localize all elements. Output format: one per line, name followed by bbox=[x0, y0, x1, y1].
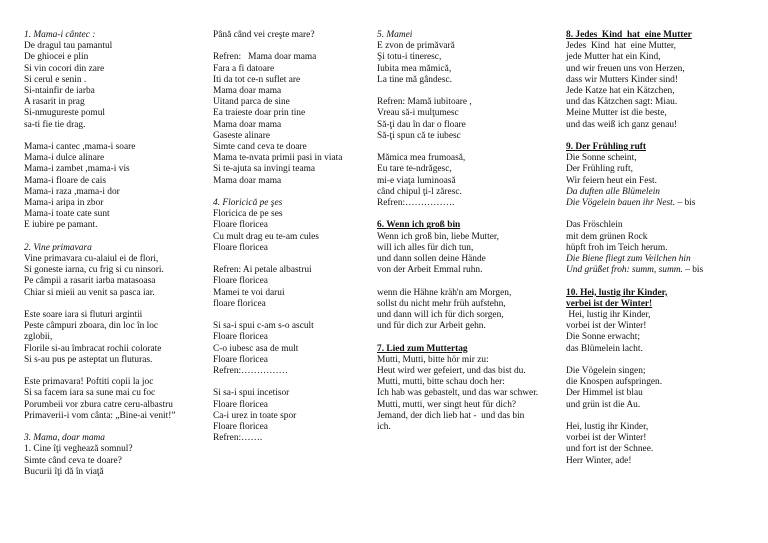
verse-line: Mutti, mutti, bitte schau doch her: bbox=[377, 377, 505, 388]
verse-line: Floare floricea bbox=[213, 332, 268, 343]
verse-line: Mama doar mama bbox=[213, 175, 282, 186]
italic-text: Da duften alle Blümelein bbox=[566, 186, 660, 197]
song-title: 6. Wenn ich groß bin bbox=[377, 220, 461, 231]
verse-line: Refren: Mama doar mama bbox=[213, 52, 317, 63]
text-block bbox=[377, 97, 557, 142]
verse-line: und wir freuen uns von Herzen, bbox=[566, 63, 685, 74]
verse-line: Floare floricea bbox=[213, 276, 268, 287]
column-2 bbox=[213, 30, 363, 456]
text-block bbox=[24, 377, 204, 422]
verse-line: vorbei ist der Winter! bbox=[566, 433, 647, 444]
repeat-marker: – bis bbox=[682, 265, 704, 276]
italic-text: Und grüßet froh: summ, summ. bbox=[566, 265, 683, 276]
verse-line: E iubire pe pamant. bbox=[24, 220, 98, 231]
verse-line: Cu mult drag eu te-am cules bbox=[213, 231, 319, 242]
verse-line: Primaverii-i vom cânta: „Bine-ai venit!” bbox=[24, 410, 176, 421]
verse-line: Simte cand ceva te doare bbox=[213, 142, 307, 153]
verse-line: Jede Katze hat ein Kätzchen, bbox=[566, 86, 675, 97]
verse-line: Chiar si mieii au venit sa pasca iar. bbox=[24, 287, 155, 298]
verse-line: când chipul ţi-l zăresc. bbox=[377, 186, 462, 197]
verse-line: Floare floricea bbox=[213, 422, 268, 433]
verse-line: Să-ţi dau în dar o floare bbox=[377, 119, 466, 130]
text-block bbox=[377, 220, 557, 276]
verse-line: Floare floricea bbox=[213, 354, 268, 365]
verse-line: floare floricea bbox=[213, 298, 266, 309]
verse-line: De ghiocei e plin bbox=[24, 52, 89, 63]
verse-line: Bucurii îţi dă în viaţă bbox=[24, 466, 104, 477]
verse-line: E zvon de primăvară bbox=[377, 41, 455, 52]
verse-line: Mama doar mama bbox=[213, 86, 282, 96]
verse-line: Meine Mutter ist die beste, bbox=[566, 108, 667, 119]
verse-line: ich. bbox=[377, 422, 391, 433]
verse-line: Refren:……. bbox=[213, 433, 263, 444]
verse-line: Refren: Mamă iubitoare , bbox=[377, 97, 472, 108]
verse-line-italic bbox=[566, 198, 756, 209]
verse-line: und grün ist die Au. bbox=[566, 399, 641, 410]
verse-line: Mama-i raza ,mama-i dor bbox=[24, 186, 120, 197]
text-block bbox=[377, 153, 557, 209]
verse-line: sollst du nicht mehr früh aufstehn, bbox=[377, 298, 506, 309]
verse-line: De dragul tau pamantul bbox=[24, 41, 113, 52]
verse-line: Mama-i floare de cais bbox=[24, 175, 106, 186]
verse-line: Si cerul e senin . bbox=[24, 74, 87, 85]
verse-line: La tine mă gândesc. bbox=[377, 74, 452, 85]
text-block bbox=[24, 30, 204, 131]
verse-line: Să-ţi spun că te iubesc bbox=[377, 130, 461, 141]
verse-line: mit dem grünen Rock bbox=[566, 231, 648, 242]
verse-line: Gaseste alinare bbox=[213, 130, 271, 141]
verse-line: und dann will ich für dich sorgen, bbox=[377, 310, 504, 321]
verse-line: Refren:……………. bbox=[377, 198, 455, 209]
text-block bbox=[377, 30, 557, 86]
verse-line: Wir feiern heut ein Fest. bbox=[566, 175, 657, 186]
verse-line: Peste câmpuri zboara, din loc în loc bbox=[24, 321, 159, 332]
text-block bbox=[213, 198, 363, 254]
verse-line: A rasarit in prag bbox=[24, 97, 85, 108]
verse-line: und dann sollen deine Hände bbox=[377, 254, 486, 265]
verse-line: und das Kätzchen sagt: Miau. bbox=[566, 97, 678, 108]
verse-line: Refren:…………… bbox=[213, 366, 288, 377]
verse-line: Wenn ich groß bin, liebe Mutter, bbox=[377, 231, 500, 242]
column-3 bbox=[377, 30, 557, 444]
verse-line-italic bbox=[566, 265, 756, 276]
verse-line: Floare floricea bbox=[213, 220, 268, 231]
verse-line: Vine primavara cu-alaiul ei de flori, bbox=[24, 254, 159, 265]
verse-line: Si goneste iarna, cu frig si cu ninsori. bbox=[24, 265, 164, 276]
verse-line: und das weiß ich ganz genau! bbox=[566, 119, 678, 130]
verse-line: Si vin cocori din zare bbox=[24, 63, 105, 74]
text-block bbox=[566, 288, 756, 355]
verse-line-italic bbox=[566, 254, 756, 265]
column-1 bbox=[24, 30, 204, 489]
verse-line: Refren: Ai petale albastrui bbox=[213, 265, 312, 276]
verse-line: Si sa facem iara sa sune mai cu foc bbox=[24, 388, 156, 399]
verse-line: Hei, lustig ihr Kinder, bbox=[566, 310, 651, 321]
verse-line: Jemand, der dich lieb hat - und das bin bbox=[377, 410, 525, 421]
verse-line: dass wir Mutters Kinder sind! bbox=[566, 74, 678, 85]
text-block bbox=[213, 52, 363, 186]
verse-line: Die Vögelein singen; bbox=[566, 366, 646, 377]
column-4 bbox=[566, 30, 756, 478]
song-title: 2. Vine primavara bbox=[24, 242, 92, 253]
song-title: 10. Hei, lustig ihr Kinder, bbox=[566, 287, 668, 298]
verse-line: Mamei te voi darui bbox=[213, 287, 285, 298]
verse-line: Fara a fi datoare bbox=[213, 63, 275, 74]
song-title-line-2: verbei ist der Winter! bbox=[566, 298, 653, 309]
verse-line: Die Sonne scheint, bbox=[566, 153, 637, 164]
song-title: 8. Jedes Kind hat eine Mutter bbox=[566, 30, 692, 40]
verse-line: Si sa-i spui incetisor bbox=[213, 388, 290, 399]
verse-line: Eu tare te-ndrăgesc, bbox=[377, 164, 452, 175]
italic-text: Die Vögelein bauen ihr Nest. bbox=[566, 198, 676, 209]
verse-line: Iubita mea mămică, bbox=[377, 63, 452, 74]
verse-line: Mutti, mutti, wer singt heut für dich? bbox=[377, 399, 517, 410]
text-block bbox=[24, 433, 204, 478]
text-block bbox=[566, 30, 756, 131]
text-block bbox=[24, 142, 204, 232]
verse-line: Mama te-nvata primii pasi in viata bbox=[213, 153, 343, 164]
verse-line: Florile si-au îmbracat rochii colorate bbox=[24, 343, 162, 354]
repeat-marker: – bis bbox=[675, 198, 696, 209]
verse-line: 1. Cine îţi veghează somnul? bbox=[24, 444, 133, 455]
verse-line: Mama doar mama bbox=[213, 119, 282, 130]
verse-line: Der Himmel ist blau bbox=[566, 388, 643, 399]
verse-line: Floricica de pe ses bbox=[213, 209, 283, 220]
verse-line: Este soare iara si fluturi argintii bbox=[24, 310, 143, 321]
verse-line: Ich hab was gebastelt, und das war schwer. bbox=[377, 388, 539, 399]
verse-line: Hei, lustig ihr Kinder, bbox=[566, 422, 649, 433]
song-title: 5. Mamei bbox=[377, 30, 413, 40]
verse-line: Mama-i dulce alinare bbox=[24, 153, 105, 164]
verse-line-italic bbox=[566, 187, 756, 198]
verse-line: zglobii, bbox=[24, 332, 53, 343]
verse-line: Mama-i cantec ,mama-i soare bbox=[24, 142, 136, 153]
verse-line: Die Sonne erwacht; bbox=[566, 332, 640, 343]
verse-line: Porumbeii vor zbura catre ceru-albastru bbox=[24, 399, 173, 410]
verse-line: Până când vei creşte mare? bbox=[213, 30, 315, 40]
italic-text: Die Biene fliegt zum Veilchen hin bbox=[566, 254, 691, 265]
song-title: 4. Floricică pe şes bbox=[213, 198, 283, 209]
verse-line: mi-e viaţa luminoasă bbox=[377, 175, 456, 186]
verse-line: Si-ntainfir de iarba bbox=[24, 86, 95, 97]
text-block bbox=[566, 422, 756, 467]
verse-line: Si te-ajuta sa invingi teama bbox=[213, 164, 316, 175]
verse-line: hüpft froh im Teich herum. bbox=[566, 242, 668, 253]
verse-line: Jedes Kind hat eine Mutter, bbox=[566, 41, 677, 52]
text-block bbox=[213, 30, 363, 41]
text-block bbox=[566, 142, 756, 209]
text-block bbox=[24, 243, 204, 299]
verse-line: Mutti, Mutti, bitte hör mir zu: bbox=[377, 354, 489, 365]
text-block bbox=[377, 344, 557, 434]
verse-line: Si-nmugureste pomul bbox=[24, 108, 105, 119]
verse-line: Floare floricea bbox=[213, 399, 268, 410]
verse-line: das Blümelein lacht. bbox=[566, 343, 643, 354]
verse-line: von der Arbeit Emmal ruhn. bbox=[377, 265, 483, 276]
text-block bbox=[24, 310, 204, 366]
text-block bbox=[566, 220, 756, 276]
verse-line: vorbei ist der Winter! bbox=[566, 321, 647, 332]
verse-line: Iti da tot ce-n suflet are bbox=[213, 74, 301, 85]
verse-line: C-o iubesc asa de mult bbox=[213, 343, 299, 354]
text-block bbox=[377, 288, 557, 333]
verse-line: Vreau să-i mulţumesc bbox=[377, 108, 459, 119]
verse-line: Der Frühling ruft, bbox=[566, 164, 633, 175]
text-block bbox=[566, 366, 756, 411]
verse-line: Pe câmpii a rasarit iarba matasoasa bbox=[24, 276, 156, 287]
verse-line: Mămica mea frumoasă, bbox=[377, 153, 466, 164]
song-title: 3. Mama, doar mama bbox=[24, 433, 105, 444]
text-block bbox=[213, 321, 363, 377]
verse-line: und für dich zur Arbeit gehn. bbox=[377, 321, 486, 332]
text-block bbox=[213, 265, 363, 310]
verse-line: Heut wird wer gefeiert, und das bist du. bbox=[377, 366, 526, 377]
verse-line: Floare floricea bbox=[213, 242, 268, 253]
verse-line: die Knospen aufspringen. bbox=[566, 377, 663, 388]
verse-line: Uitand parca de sine bbox=[213, 97, 290, 108]
verse-line: Mama-i aripa in zbor bbox=[24, 198, 104, 209]
verse-line: Si sa-i spui c-am s-o ascult bbox=[213, 321, 314, 332]
verse-line: Simte când ceva te doare? bbox=[24, 455, 122, 466]
verse-line: jede Mutter hat ein Kind, bbox=[566, 52, 661, 63]
verse-line: Şi totu-i tineresc, bbox=[377, 52, 442, 63]
verse-line: sa-ti fie tie drag. bbox=[24, 119, 86, 130]
song-title: 1. Mama-i cântec : bbox=[24, 30, 96, 40]
verse-line: Das Fröschlein bbox=[566, 220, 623, 231]
verse-line: Mama-i zambet ,mama-i vis bbox=[24, 164, 130, 175]
song-title: 7. Lied zum Muttertag bbox=[377, 343, 468, 354]
text-block bbox=[213, 388, 363, 444]
verse-line: will ich alles für dich tun, bbox=[377, 242, 474, 253]
song-title: 9. Der Frühling ruft bbox=[566, 142, 647, 153]
verse-line: Si s-au pus pe asteptat un fluturas. bbox=[24, 354, 153, 365]
verse-line: Mama-i toate cate sunt bbox=[24, 209, 110, 220]
verse-line: wenn die Hähne kräh'n am Morgen, bbox=[377, 287, 512, 298]
verse-line: Herr Winter, ade! bbox=[566, 455, 632, 466]
verse-line: Ea traieste doar prin tine bbox=[213, 108, 306, 119]
verse-line: und fort ist der Schnee. bbox=[566, 444, 654, 455]
verse-line: Ca-i urez in toate spor bbox=[213, 410, 297, 421]
verse-line: Este primavara! Poftiti copii la joc bbox=[24, 377, 154, 388]
